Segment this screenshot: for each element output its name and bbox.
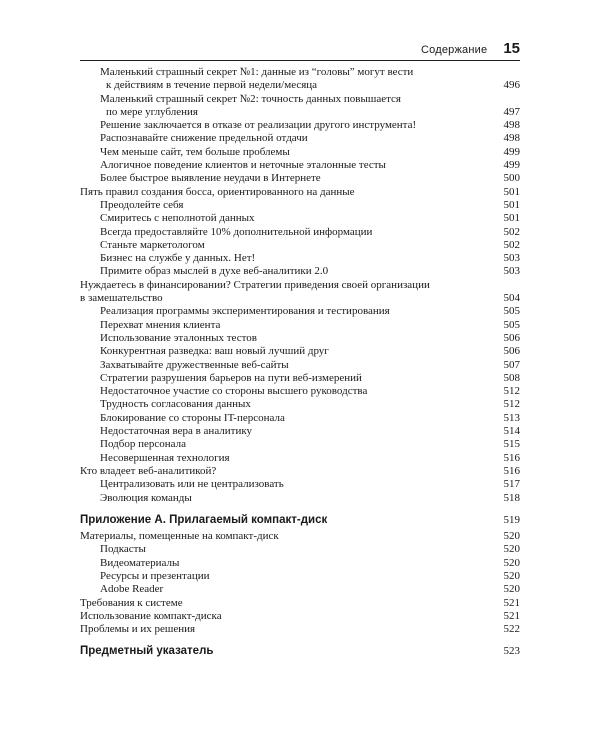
toc-subsection-entry[interactable] bbox=[80, 265, 520, 278]
toc-entry-line: Преодолейте себя bbox=[100, 198, 184, 211]
toc-entry-line: Перехват мнения клиента bbox=[100, 318, 221, 331]
toc-subsection-entry[interactable] bbox=[80, 159, 520, 172]
toc-page-number: 497 bbox=[503, 105, 520, 118]
toc-entry-line: Бизнес на службе у данных. Нет! bbox=[100, 252, 256, 265]
toc-entry-title bbox=[80, 412, 486, 425]
toc-page-number: 517 bbox=[503, 478, 520, 491]
toc-subsection-entry[interactable] bbox=[80, 359, 520, 372]
toc-subsection-entry[interactable] bbox=[80, 438, 520, 451]
toc-entry-title bbox=[80, 610, 486, 623]
toc-entry-title bbox=[80, 186, 486, 199]
header-title: Содержание bbox=[421, 44, 488, 56]
toc-page-number: 520 bbox=[503, 530, 520, 543]
toc-entry-title bbox=[80, 465, 486, 478]
toc-page-number: 520 bbox=[503, 569, 520, 582]
toc-entry-line: Эволюция команды bbox=[100, 491, 192, 504]
toc-page-number: 506 bbox=[503, 331, 520, 344]
toc-entry-title bbox=[80, 492, 486, 505]
toc-entry-title bbox=[80, 319, 486, 332]
toc-entry-line: Кто владеет веб-аналитикой? bbox=[80, 464, 217, 477]
toc-page-number: 499 bbox=[503, 159, 520, 172]
toc-entry-line: Предметный указатель bbox=[80, 645, 214, 658]
toc-entry-line: Использование компакт-диска bbox=[80, 609, 222, 622]
toc-page-number: 505 bbox=[503, 305, 520, 318]
toc-entry-title bbox=[80, 345, 486, 358]
toc-entry-title bbox=[80, 119, 486, 132]
toc-page-number: 499 bbox=[503, 145, 520, 158]
toc-entry-line: Недостаточная вера в аналитику bbox=[100, 425, 253, 438]
toc-entry-line: Решение заключается в отказе от реализации другого инструмента! bbox=[100, 119, 417, 132]
toc-page-number: 516 bbox=[503, 464, 520, 477]
toc-page-number: 498 bbox=[503, 132, 520, 145]
section-gap bbox=[80, 636, 520, 645]
toc-page-number: 513 bbox=[503, 411, 520, 424]
toc-entry-line: Захватывайте дружественные веб-сайты bbox=[100, 358, 289, 371]
toc-entry-line: Подкасты bbox=[100, 543, 146, 556]
toc-entry-title bbox=[80, 66, 486, 93]
toc-entry-title bbox=[80, 226, 486, 239]
toc-entry-title bbox=[80, 623, 486, 636]
toc-entry-title bbox=[80, 146, 486, 159]
toc-page-number: 520 bbox=[503, 543, 520, 556]
toc-section-entry[interactable] bbox=[80, 530, 520, 543]
toc-entry-title bbox=[80, 478, 486, 491]
toc-page-number: 514 bbox=[503, 425, 520, 438]
toc-entry-line: Централизовать или не централизовать bbox=[100, 478, 284, 491]
toc-entry-line: Использование эталонных тестов bbox=[100, 331, 257, 344]
toc-subsection-entry[interactable] bbox=[80, 425, 520, 438]
toc-entry-title bbox=[80, 239, 486, 252]
toc-entry-line: Нуждаетесь в финансировании? Стратегии приведения своей организации bbox=[80, 278, 430, 291]
toc-entry-line: Adobe Reader bbox=[100, 583, 164, 596]
toc-subsection-entry[interactable] bbox=[80, 372, 520, 385]
toc-page-number: 498 bbox=[503, 119, 520, 132]
toc-section-entry[interactable] bbox=[80, 597, 520, 610]
toc-entry-line: Подбор персонала bbox=[100, 438, 186, 451]
toc-page-number: 504 bbox=[503, 292, 520, 305]
toc-entry-title bbox=[80, 279, 486, 306]
toc-page-number: 520 bbox=[503, 583, 520, 596]
toc-entry-title bbox=[80, 265, 486, 278]
toc-page-number: 523 bbox=[503, 645, 520, 658]
toc-entry-title bbox=[80, 172, 486, 185]
toc-subsection-entry[interactable] bbox=[80, 583, 520, 596]
toc-entry-title bbox=[80, 597, 486, 610]
toc-page-number: 505 bbox=[503, 318, 520, 331]
table-of-contents bbox=[80, 66, 520, 659]
toc-entry-title bbox=[80, 385, 486, 398]
toc-chapter-entry[interactable] bbox=[80, 645, 520, 658]
toc-entry-title bbox=[80, 583, 486, 596]
toc-entry-line: Трудность согласования данных bbox=[100, 398, 251, 411]
toc-subsection-entry[interactable] bbox=[80, 239, 520, 252]
toc-entry-line: Распознавайте снижение предельной отдачи bbox=[100, 132, 308, 145]
toc-entry-title bbox=[80, 557, 486, 570]
toc-page-number: 508 bbox=[503, 371, 520, 384]
toc-subsection-entry[interactable] bbox=[80, 385, 520, 398]
toc-subsection-entry[interactable] bbox=[80, 119, 520, 132]
toc-subsection-entry[interactable] bbox=[80, 199, 520, 212]
toc-entry-line: Блокирование со стороны IT-персонала bbox=[100, 411, 285, 424]
toc-page-number: 501 bbox=[503, 185, 520, 198]
toc-subsection-entry[interactable] bbox=[80, 305, 520, 318]
toc-entry-title bbox=[80, 452, 486, 465]
toc-subsection-entry[interactable] bbox=[80, 398, 520, 411]
running-header bbox=[80, 40, 520, 60]
section-gap bbox=[80, 505, 520, 514]
toc-section-entry[interactable] bbox=[80, 623, 520, 636]
toc-page-number: 522 bbox=[503, 623, 520, 636]
toc-page-number: 512 bbox=[503, 398, 520, 411]
toc-section-entry[interactable] bbox=[80, 465, 520, 478]
toc-entry-line: Материалы, помещенные на компакт-диск bbox=[80, 530, 279, 543]
toc-page-number: 496 bbox=[503, 79, 520, 92]
toc-entry-line: в замешательство bbox=[80, 292, 163, 305]
toc-entry-title bbox=[80, 645, 486, 658]
header-page-number: 15 bbox=[503, 40, 520, 57]
toc-entry-line: Маленький страшный секрет №2: точность данных повышается bbox=[100, 92, 401, 105]
toc-subsection-entry[interactable] bbox=[80, 252, 520, 265]
toc-page-number: 501 bbox=[503, 198, 520, 211]
toc-entry-title bbox=[80, 159, 486, 172]
toc-chapter-entry[interactable] bbox=[80, 514, 520, 527]
toc-entry-line: Маленький страшный секрет №1: данные из “головы” могут вести bbox=[100, 66, 414, 78]
toc-entry-line: Недостаточное участие со стороны высшего руководства bbox=[100, 385, 368, 398]
toc-subsection-entry[interactable] bbox=[80, 319, 520, 332]
toc-entry-title bbox=[80, 199, 486, 212]
toc-entry-line: Ресурсы и презентации bbox=[100, 569, 210, 582]
toc-page-number: 516 bbox=[503, 451, 520, 464]
toc-entry-line: Проблемы и их решения bbox=[80, 623, 196, 636]
toc-subsection-entry[interactable] bbox=[80, 492, 520, 505]
toc-subsection-entry[interactable] bbox=[80, 172, 520, 185]
toc-entry-line: Чем меньше сайт, тем больше проблемы bbox=[100, 145, 290, 158]
toc-page-number: 502 bbox=[503, 238, 520, 251]
toc-entry-title bbox=[80, 398, 486, 411]
toc-entry-line: Видеоматериалы bbox=[100, 556, 180, 569]
toc-page-number: 507 bbox=[503, 358, 520, 371]
toc-entry-title bbox=[80, 372, 486, 385]
toc-subsection-entry[interactable] bbox=[80, 226, 520, 239]
toc-page-number: 521 bbox=[503, 609, 520, 622]
toc-entry-title bbox=[80, 132, 486, 145]
toc-page-number: 518 bbox=[503, 491, 520, 504]
toc-entry-line: Станьте маркетологом bbox=[100, 238, 205, 251]
toc-subsection-entry[interactable] bbox=[80, 93, 520, 120]
toc-entry-line: Реализация программы экспериментирования и тестирования bbox=[100, 305, 390, 318]
toc-page-number: 521 bbox=[503, 596, 520, 609]
toc-entry-line: Пять правил создания босса, ориентированного на данные bbox=[80, 185, 355, 198]
toc-page-number: 502 bbox=[503, 225, 520, 238]
toc-entry-line: Несовершенная технология bbox=[100, 451, 230, 464]
toc-page-number: 503 bbox=[503, 252, 520, 265]
toc-entry-title bbox=[80, 332, 486, 345]
toc-section-entry[interactable] bbox=[80, 610, 520, 623]
toc-entry-line: Стратегии разрушения барьеров на пути веб-измерений bbox=[100, 371, 362, 384]
toc-section-entry[interactable] bbox=[80, 186, 520, 199]
toc-entry-line: Всегда предоставляйте 10% дополнительной информации bbox=[100, 225, 373, 238]
toc-entry-line: Более быстрое выявление неудачи в Интернете bbox=[100, 172, 321, 185]
toc-page-number: 501 bbox=[503, 212, 520, 225]
toc-subsection-entry[interactable] bbox=[80, 66, 520, 93]
toc-entry-line: Примите образ мыслей в духе веб-аналитики 2.0 bbox=[100, 265, 329, 278]
toc-subsection-entry[interactable] bbox=[80, 557, 520, 570]
toc-page-number: 515 bbox=[503, 438, 520, 451]
toc-subsection-entry[interactable] bbox=[80, 452, 520, 465]
toc-entry-title bbox=[80, 438, 486, 451]
toc-entry-line: к действиям в течение первой недели/месяца bbox=[106, 79, 318, 92]
toc-subsection-entry[interactable] bbox=[80, 412, 520, 425]
toc-entry-line: по мере углубления bbox=[106, 105, 198, 118]
toc-subsection-entry[interactable] bbox=[80, 212, 520, 225]
toc-entry-line: Требования к системе bbox=[80, 596, 183, 609]
toc-subsection-entry[interactable] bbox=[80, 132, 520, 145]
header-rule bbox=[80, 60, 520, 61]
toc-entry-title bbox=[80, 514, 486, 527]
toc-section-entry[interactable] bbox=[80, 279, 520, 306]
toc-entry-title bbox=[80, 212, 486, 225]
toc-page-number: 520 bbox=[503, 556, 520, 569]
toc-entry-line: Приложение А. Прилагаемый компакт-диск bbox=[80, 513, 328, 526]
toc-entry-title bbox=[80, 530, 486, 543]
toc-entry-line: Алогичное поведение клиентов и неточные эталонные тесты bbox=[100, 159, 386, 172]
toc-page-number: 500 bbox=[503, 172, 520, 185]
toc-subsection-entry[interactable] bbox=[80, 570, 520, 583]
toc-subsection-entry[interactable] bbox=[80, 543, 520, 556]
toc-page-number: 512 bbox=[503, 385, 520, 398]
toc-entry-line: Конкурентная разведка: ваш новый лучший друг bbox=[100, 345, 329, 358]
toc-entry-title bbox=[80, 93, 486, 120]
toc-entry-title bbox=[80, 570, 486, 583]
toc-entry-title bbox=[80, 305, 486, 318]
toc-entry-title bbox=[80, 252, 486, 265]
toc-entry-title bbox=[80, 359, 486, 372]
toc-page-number: 503 bbox=[503, 265, 520, 278]
toc-subsection-entry[interactable] bbox=[80, 478, 520, 491]
toc-subsection-entry[interactable] bbox=[80, 332, 520, 345]
toc-page-number: 506 bbox=[503, 345, 520, 358]
toc-subsection-entry[interactable] bbox=[80, 345, 520, 358]
toc-subsection-entry[interactable] bbox=[80, 146, 520, 159]
toc-entry-title bbox=[80, 543, 486, 556]
toc-page-number: 519 bbox=[503, 513, 520, 526]
toc-entry-line: Смиритесь с неполнотой данных bbox=[100, 212, 255, 225]
toc-entry-title bbox=[80, 425, 486, 438]
